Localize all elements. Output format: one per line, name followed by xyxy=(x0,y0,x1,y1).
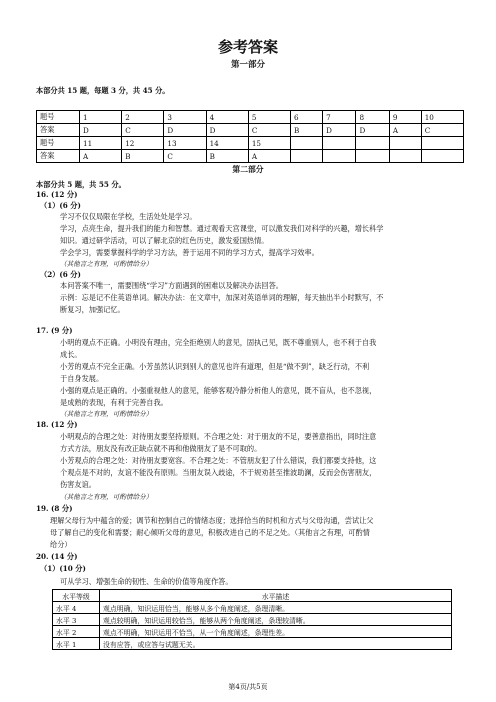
page-title: 参考答案 xyxy=(217,38,278,56)
scoring-note: （其他言之有理，可酌情给分） xyxy=(60,260,153,268)
table-cell xyxy=(421,150,463,163)
answer-line: 伤害友谊。 xyxy=(60,480,96,489)
table-cell: 观点较明确，知识运用较恰当，能够从两个角度阐述，条理较清晰。 xyxy=(100,614,452,626)
answer-line: 于自身发展。 xyxy=(60,374,104,383)
answer-line: 断复习，加强记忆。 xyxy=(60,305,125,314)
table-cell: 水平 3 xyxy=(53,614,100,626)
table-cell: 水平 4 xyxy=(53,602,100,614)
table-cell: A xyxy=(389,124,421,137)
answer-line: 小明的观点不正确。小明没有理由，完全拒绝别人的意见，固执己见，既不尊重别人，也不利于自我 xyxy=(60,338,377,347)
page-number: 第4页/共5页 xyxy=(228,683,268,691)
question-heading: 19. (8 分) xyxy=(36,504,73,513)
table-cell xyxy=(421,137,463,150)
table-cell: 4 xyxy=(206,111,248,124)
answer-line: 本问答案不唯一，需要围绕“学习”方面遇到的困难以及解决办法回答。 xyxy=(60,281,283,290)
table-cell: 15 xyxy=(248,137,290,150)
scoring-note: （其他言之有理，可酌情给分） xyxy=(60,493,153,501)
table-cell: C xyxy=(421,124,463,137)
table-cell: 13 xyxy=(164,137,206,150)
table-cell: C xyxy=(122,124,164,137)
table-cell: 8 xyxy=(356,111,389,124)
table-cell xyxy=(389,150,421,163)
subquestion-heading: （1）(6 分) xyxy=(40,201,81,210)
question-heading: 18. (12 分) xyxy=(36,420,78,429)
table-cell: D xyxy=(323,124,356,137)
table-cell xyxy=(356,150,389,163)
subquestion-heading: （1）(10 分) xyxy=(40,564,86,573)
answer-line: 小芳观点的合理之处：对待朋友要宽容。不合理之处：不管朋友犯了什么错误，我们都要支持他，这 xyxy=(60,456,377,465)
answer-line: 小芳的观点不完全正确。小芳虽然认识到别人的意见也许有道理，但是“做不到”，缺乏行动，不利 xyxy=(60,362,370,371)
table-cell: 11 xyxy=(80,137,122,150)
table-cell: A xyxy=(80,150,122,163)
table-cell: 1 xyxy=(80,111,122,124)
answer-line: 方式方法，朋友没有改正缺点就不再和他做朋友了是不可取的。 xyxy=(60,444,262,453)
table-cell: 9 xyxy=(389,111,421,124)
table-cell: D xyxy=(206,124,248,137)
answer-line: 示例：忘是记不住英语单词。解决办法：在文章中，加深对英语单词的理解，每天抽出半小时默写，不 xyxy=(60,293,384,302)
table-cell: 答案 xyxy=(37,150,80,163)
answer-line: 小明观点的合理之处：对待朋友要坚持原则。不合理之处：对于朋友的不足，要善意指出，同时注意 xyxy=(60,432,377,441)
level-table xyxy=(52,589,452,650)
question-heading: 16. (12 分) xyxy=(36,190,78,199)
table-cell: B xyxy=(206,150,248,163)
answer-line: 母了解自己的变化和需要；耐心倾听父母的意见，积极改进自己的不足之处。（其他言之有理，可酌情 xyxy=(50,528,370,537)
answer-line: 可从学习、增强生命的韧性、生命的价值等角度作答。 xyxy=(60,577,233,586)
table-cell: 答案 xyxy=(37,124,80,137)
answer-line: 学习，点亮生命，提升我们的能力和智慧。通过观看天宫课堂，可以激发我们对科学的兴趣，增长科学 xyxy=(60,224,384,233)
table-cell: 观点不明确，知识运用不恰当，从一个角度阐述，条理性差。 xyxy=(100,626,452,638)
table-row xyxy=(37,111,464,124)
table-cell xyxy=(291,150,323,163)
part1-note: 本部分共 15 题，每题 3 分，共 45 分。 xyxy=(36,86,170,95)
answer-line: 学习不仅仅局限在学校，生活处处是学习。 xyxy=(60,212,197,221)
table-cell xyxy=(291,137,323,150)
answer-line: 成长。 xyxy=(60,350,82,359)
table-header-cell: 水平描述 xyxy=(100,590,452,602)
table-cell: C xyxy=(164,150,206,163)
scoring-note: （其他言之有理，可酌情给分） xyxy=(60,410,153,418)
table-cell: 水平 2 xyxy=(53,626,100,638)
part2-label: 第二部分 xyxy=(232,165,264,174)
answer-table xyxy=(36,110,464,163)
table-cell xyxy=(356,137,389,150)
answer-line: 知识。通过研学活动，可以了解北京的红色历史，激发爱国热情。 xyxy=(60,236,269,245)
table-cell: 10 xyxy=(421,111,463,124)
answer-line: 理解父母行为中蕴含的爱；调节和控制自己的情绪态度；选择恰当的时机和方式与父母沟通，尝试让父 xyxy=(50,516,374,525)
table-cell: C xyxy=(248,124,290,137)
table-row xyxy=(53,590,452,602)
table-row xyxy=(37,137,464,150)
subquestion-heading: （2）(6 分) xyxy=(40,270,81,279)
table-cell: 7 xyxy=(323,111,356,124)
table-cell xyxy=(323,150,356,163)
table-cell: A xyxy=(248,150,290,163)
table-row xyxy=(53,626,452,638)
table-row xyxy=(53,614,452,626)
table-cell: 题号 xyxy=(37,111,80,124)
answer-line: 是成熟的表现，有利于完善自我。 xyxy=(60,398,168,407)
answer-line: 给分） xyxy=(50,540,72,549)
table-row xyxy=(53,602,452,614)
table-cell xyxy=(323,137,356,150)
table-cell: 观点明确，知识运用恰当，能够从多个角度阐述，条理清晰。 xyxy=(100,602,452,614)
table-cell xyxy=(389,137,421,150)
table-cell: D xyxy=(164,124,206,137)
table-row xyxy=(37,150,464,163)
table-cell: 12 xyxy=(122,137,164,150)
table-cell: B xyxy=(122,150,164,163)
table-cell: 没有应答，或应答与试题无关。 xyxy=(100,638,452,650)
table-cell: B xyxy=(291,124,323,137)
table-cell: 14 xyxy=(206,137,248,150)
table-cell: D xyxy=(356,124,389,137)
table-cell: 题号 xyxy=(37,137,80,150)
table-cell: D xyxy=(80,124,122,137)
question-heading: 20. (14 分) xyxy=(36,552,78,561)
table-cell: 水平 1 xyxy=(53,638,100,650)
part1-label: 第一部分 xyxy=(230,60,265,70)
answer-line: 个观点是不对的，友谊不能没有原则。当朋友误入歧途，不于规劝甚至推波助澜，反而会伤害朋友， xyxy=(60,468,377,477)
question-heading: 17. (9 分) xyxy=(36,326,73,335)
answer-line: 学会学习，需要掌握科学的学习方法，善于运用不同的学习方式，提高学习效率。 xyxy=(60,248,319,257)
table-row xyxy=(37,124,464,137)
part2-note: 本部分共 5 题，共 55 分。 xyxy=(36,180,126,189)
table-header-cell: 水平等级 xyxy=(53,590,100,602)
table-cell: 3 xyxy=(164,111,206,124)
table-cell: 5 xyxy=(248,111,290,124)
answer-line: 小强的观点是正确的。小强重视他人的意见，能够客观冷静分析他人的意见，既不盲从，也不忽视， xyxy=(60,386,377,395)
table-cell: 6 xyxy=(291,111,323,124)
table-row xyxy=(53,638,452,650)
table-cell: 2 xyxy=(122,111,164,124)
